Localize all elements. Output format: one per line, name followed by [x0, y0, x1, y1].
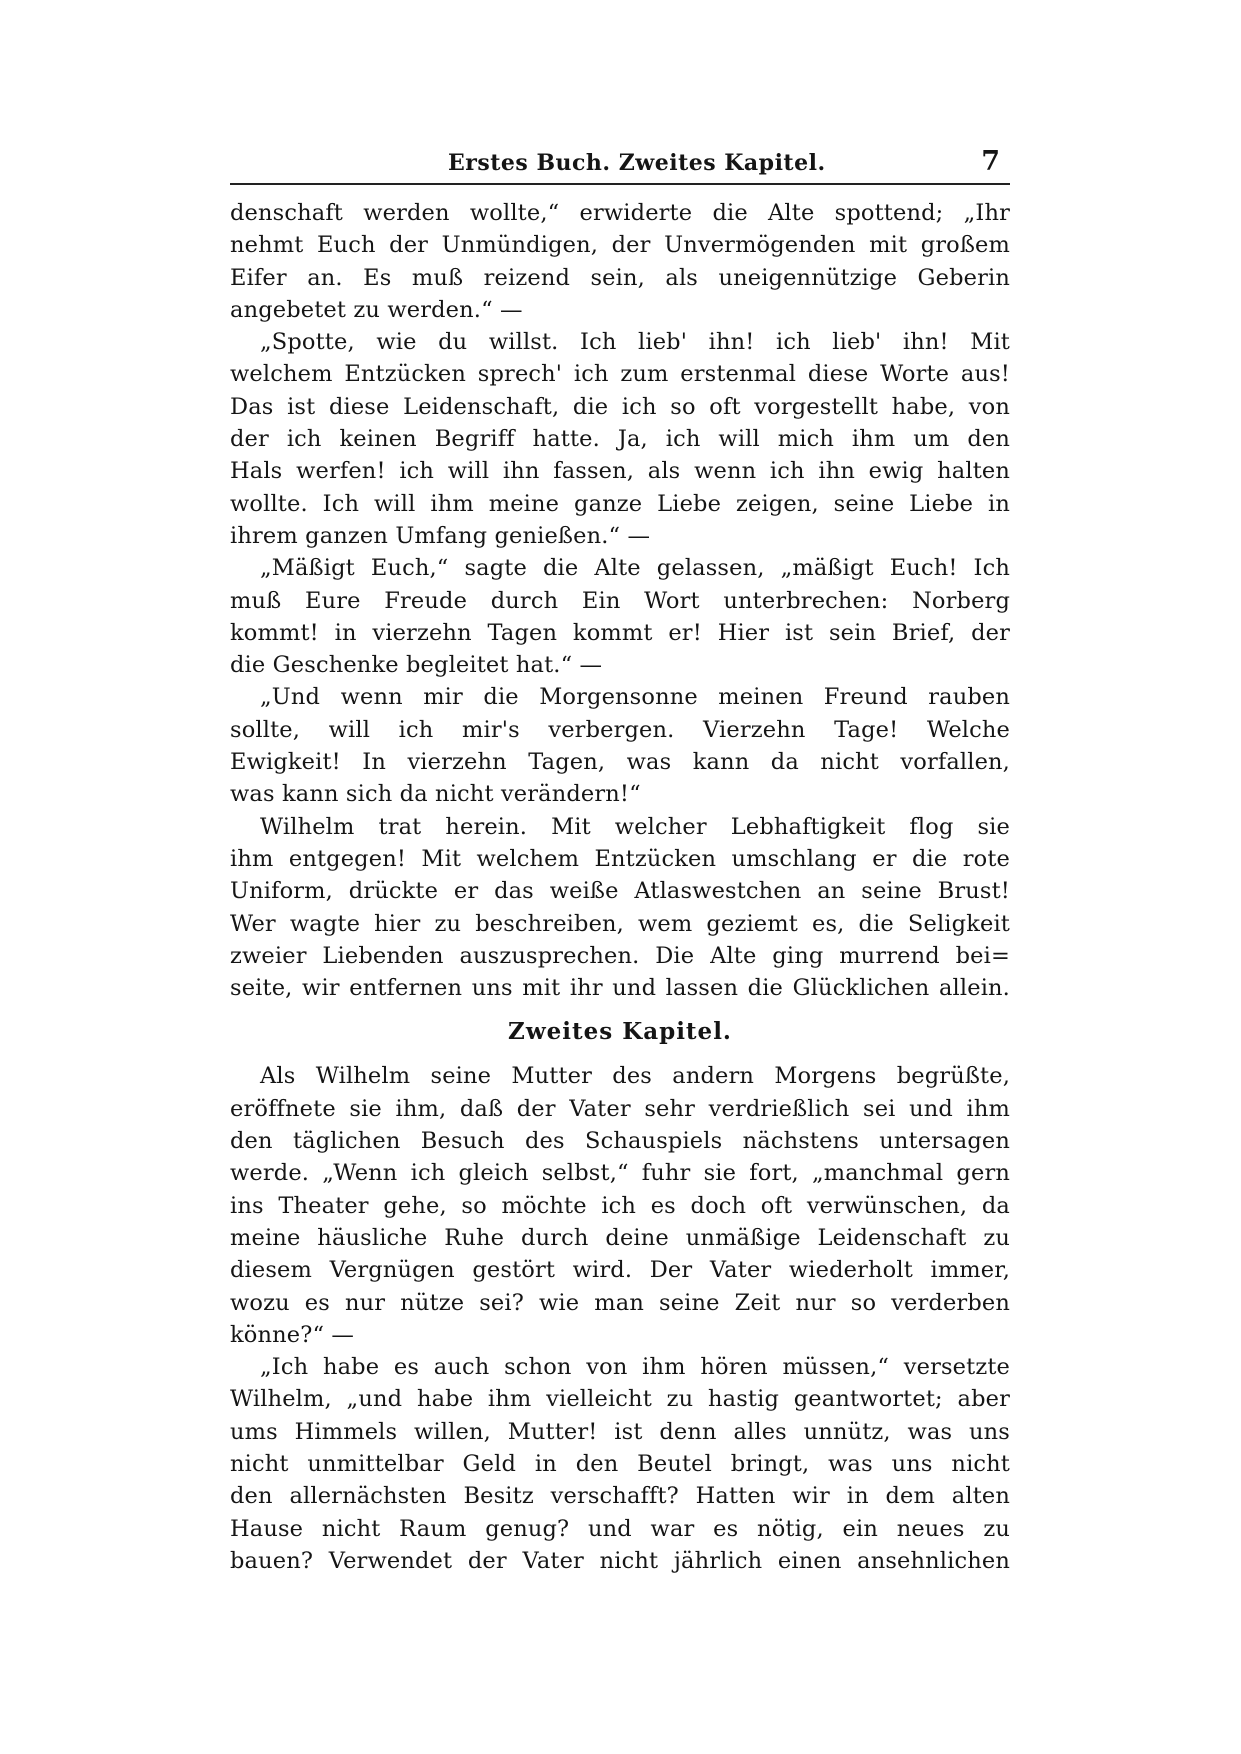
- text-line: ihm entgegen! Mit welchem Entzücken umschlang er die rote: [230, 845, 1010, 872]
- text-section-before-heading: [230, 197, 1010, 1004]
- text-line: wollte. Ich will ihm meine ganze Liebe zeigen, seine Liebe in: [230, 490, 1010, 517]
- text-line: Eifer an. Es muß reizend sein, als uneigennützige Geberin: [230, 264, 1010, 291]
- text-line: ums Himmels willen, Mutter! ist denn alles unnütz, was uns: [230, 1418, 1010, 1445]
- text-line: zweier Liebenden auszusprechen. Die Alte ging murrend bei=: [230, 942, 1010, 969]
- text-line: Wer wagte hier zu beschreiben, wem geziemt es, die Seligkeit: [230, 910, 1010, 937]
- text-line: die Geschenke begleitet hat.“ —: [230, 652, 603, 679]
- text-section-after-heading: [230, 1060, 1010, 1577]
- text-line: wozu es nur nütze sei? wie man seine Zeit nur so verderben: [230, 1289, 1010, 1316]
- text-line: „Mäßigt Euch,“ sagte die Alte gelassen, „mäßigt Euch! Ich: [260, 555, 1010, 582]
- text-line: nehmt Euch der Unmündigen, der Unvermögenden mit großem: [230, 232, 1010, 259]
- text-line: angebetet zu werden.“ —: [230, 296, 523, 323]
- text-line: eröffnete sie ihm, daß der Vater sehr verdrießlich sei und ihm: [230, 1095, 1010, 1122]
- body-text: [230, 197, 1010, 1577]
- text-line: diesem Vergnügen gestört wird. Der Vater wiederholt immer,: [230, 1257, 1010, 1284]
- text-line: Wilhelm, „und habe ihm vielleicht zu hastig geantwortet; aber: [230, 1386, 1010, 1413]
- header-rule: [230, 183, 1010, 185]
- text-line: welchem Entzücken sprech' ich zum erstenmal diese Worte aus!: [230, 361, 1010, 388]
- chapter-heading: Zweites Kapitel.: [508, 1018, 732, 1046]
- text-line: bauen? Verwendet der Vater nicht jährlich einen ansehnlichen: [230, 1547, 1010, 1574]
- text-line: Als Wilhelm seine Mutter des andern Morgens begrüßte,: [260, 1063, 1010, 1090]
- text-line: könne?“ —: [230, 1321, 355, 1348]
- text-line: Wilhelm trat herein. Mit welcher Lebhaftigkeit flog sie: [260, 813, 1010, 840]
- text-line: sollte, will ich mir's verbergen. Vierzehn Tage! Welche: [230, 716, 1010, 743]
- running-head: [230, 146, 1010, 186]
- text-line: was kann sich da nicht verändern!“: [230, 781, 641, 808]
- text-line: „Und wenn mir die Morgensonne meinen Freund rauben: [260, 684, 1010, 711]
- text-line: muß Eure Freude durch Ein Wort unterbrechen: Norberg: [230, 587, 1010, 614]
- text-line: werde. „Wenn ich gleich selbst,“ fuhr sie fort, „manchmal gern: [230, 1160, 1010, 1187]
- text-line: Ewigkeit! In vierzehn Tagen, was kann da nicht vorfallen,: [230, 749, 1010, 776]
- text-line: Uniform, drückte er das weiße Atlaswestchen an seine Brust!: [230, 878, 1010, 905]
- text-line: seite, wir entfernen uns mit ihr und lassen die Glücklichen allein.: [230, 975, 1010, 1002]
- text-line: nicht unmittelbar Geld in den Beutel bringt, was uns nicht: [230, 1450, 1010, 1477]
- text-line: kommt! in vierzehn Tagen kommt er! Hier ist sein Brief, der: [230, 619, 1010, 646]
- text-line: Hause nicht Raum genug? und war es nötig, ein neues zu: [230, 1515, 1010, 1542]
- text-line: denschaft werden wollte,“ erwiderte die Alte spottend; „Ihr: [230, 200, 1010, 226]
- text-line: ihrem ganzen Umfang genießen.“ —: [230, 522, 651, 549]
- text-line: meine häusliche Ruhe durch deine unmäßige Leidenschaft zu: [230, 1224, 1010, 1251]
- text-line: „Ich habe es auch schon von ihm hören müssen,“ versetzte: [260, 1354, 1010, 1381]
- text-line: den allernächsten Besitz verschafft? Hatten wir in dem alten: [230, 1483, 1010, 1510]
- text-line: Hals werfen! ich will ihn fassen, als wenn ich ihn ewig halten: [230, 458, 1010, 485]
- text-line: Das ist diese Leidenschaft, die ich so oft vorgestellt habe, von: [230, 393, 1010, 420]
- page-number: 7: [981, 146, 1000, 177]
- running-title: Erstes Buch. Zweites Kapitel.: [448, 150, 826, 176]
- text-line: „Spotte, wie du willst. Ich lieb' ihn! ich lieb' ihn! Mit: [260, 329, 1010, 356]
- text-line: den täglichen Besuch des Schauspiels nächstens untersagen: [230, 1128, 1010, 1155]
- text-line: ins Theater gehe, so möchte ich es doch oft verwünschen, da: [230, 1192, 1010, 1219]
- text-line: der ich keinen Begriff hatte. Ja, ich will mich ihm um den: [230, 426, 1010, 453]
